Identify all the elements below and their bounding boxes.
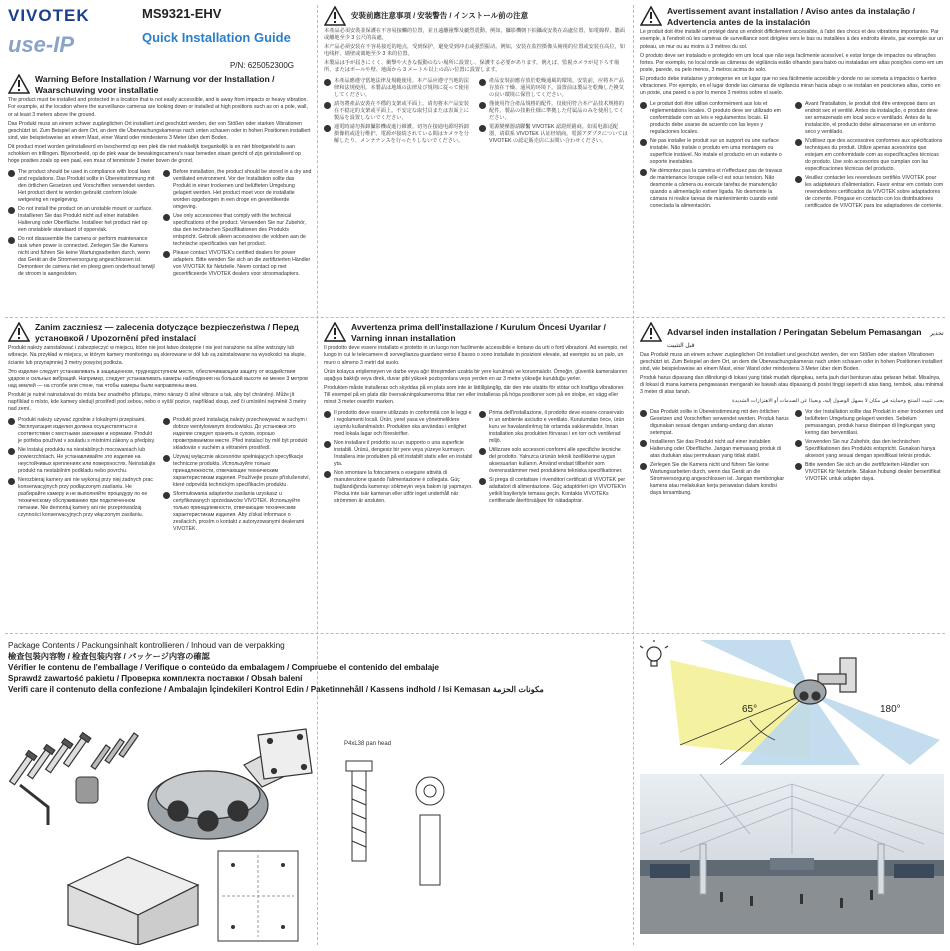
allen-key-illustration	[20, 785, 48, 825]
coverage-diagram	[640, 640, 944, 765]
bullet-icon	[795, 176, 802, 183]
bullet-text: Do not install the product on an unstable mount or surface. Installieren Sie das Produkt nicht auf einer instabilen Halterung oder Oberfläche. Installeer het product niet op een onstabiele standaard of oppervlak.	[18, 205, 153, 233]
bullets-right	[479, 408, 628, 507]
package-line: 檢查包裝內容物 / 检查包装内容 / パッケージ内容の確認	[8, 652, 210, 662]
bullet-text: Używaj wyłącznie akcesoriów spełniających specyfikacje techniczne produktu. Используйте только принадлежности, отвечающие техническим характеристикам изделия. Používejte pouze příslušenství, které odpovídá technickým specifikacím produktu.	[173, 453, 310, 488]
intro-paragraph: Ürün kolayca erişilemeyen ve darbe veya ağır titreşimden uzakta bir yere kurulmalı ve korunmalıdır. Örneğin, güvenlik kameralarının aşağıya baktığı veya direk, duvar gibi yüksek pozisyonlara veya yerden en az 3 metre yükseğe kurulduğu yerler.	[324, 368, 628, 382]
junction-box-illustration	[68, 857, 198, 945]
bullet-text: Verwenden Sie nur Zubehör, das den technischen Spezifikationen des Produkts entspricht. Gunakan hanya aksesori yang sesuai dengan spesifikasi teknis produk.	[805, 439, 936, 460]
bullet-icon	[640, 169, 647, 176]
bullet-text: 電源變壓器請聯繫 VIVOTEK 認證經銷商。如需电源适配器，请联系 VIVOTEK 认证经销商。電源アダプタについては VIVOTEK の認定販売店にお問い合わせください。	[489, 124, 628, 145]
panel-pl	[8, 322, 312, 630]
bullet-text: Non installare il prodotto su un supporto o una superficie instabili. Ürünü, dengesiz bir yere veya yüzeye kurmayın. Installera inte produkten på ett instabilt stativ eller en instabil yta.	[334, 439, 473, 467]
bullet-text: N'utilisez que des accessoires conformes aux spécifications techniques du produit. Utilize apenas acessórios que estejam em conformidade com as especificações técnicas do produto. Use solo accesorios que cumplan con las especificaciones técnicas del producto.	[805, 137, 943, 172]
bullet-icon	[8, 418, 15, 425]
panel-package	[8, 640, 628, 945]
panel-it	[324, 322, 628, 630]
warning-header-ms	[640, 322, 944, 350]
bullets-left	[8, 167, 157, 280]
use-ip-logo: use-IP	[8, 32, 75, 57]
bullet-text: Ne pas installer le produit sur un support ou une surface instable. Não instale o produto em uma montagem ou superfície instável. No instale el producto en un estante o soporte inestables.	[650, 137, 782, 165]
intro-paragraph: Produkt je nutné nainstalovat do místa bez snadného přístupu, mimo nárazy či silné vibrace a tak, aby byl chráněný. Může jít například o místo, kde kamery sledují prostředí pod sebou, nebo o vyšší pozice, například sloup, zeď či umístění nejméně 3 metry nad zemí.	[8, 391, 307, 412]
bracket-illustration	[258, 729, 312, 779]
bullet-text: Non smontare la fotocamera o eseguire attività di manutenzione quando l'alimentazione è collegata. Güç bağlandığında kamerayı sökmeyin veya bakım işi yapmayın. Plocka inte isär kameran eller utför inget underhåll när strömmen är ansluten.	[334, 469, 473, 504]
bullet-text: Nerozbieraj kamery ani nie wykonuj przy niej żadnych prac konserwacyjnych przy podłączonym zasilaniu. Не разбирайте камеру и не выполняйте процедуру по ее техническому обслуживанию при подключенном питании. Nie demontuj kamery ani nie przeprowadzaj czynności konserwacyjnych przy włączonym zasilaniu.	[18, 476, 153, 518]
package-line: Vérifier le contenu de l'emballage / Verifique o conteúdo da embalagem / Compruebe el contenido del embalaje	[8, 663, 439, 673]
screw-anchors-illustration	[8, 733, 138, 786]
bullet-text: Si prega di contattare i rivenditori certificati di VIVOTEK per adattatori di alimentazione. Güç adaptörleri için VIVOTEK'in yetkili bayileriyle temasa geçin. Kontakta VIVOTEKs certifierade återförsäljare för nätadaptrar.	[489, 476, 627, 504]
panel-en	[8, 6, 312, 314]
warning-title: Avvertenza prima dell'installazione / Kurulum Öncesi Uyarılar / Varning innan installation	[351, 322, 606, 343]
bullet-text: 產品安裝前應存放於乾燥通風的環境。安装前，应将本产品存放在干燥、通风的环境下。設置前は製品を乾燥した換気の良い環境に保管してください。	[489, 78, 624, 99]
panel-zh	[324, 6, 628, 314]
bullet-icon	[8, 170, 15, 177]
intro-paragraph: 本產品必須安裝並保護在不容易接觸的位置，並且遠離撞擊及劇烈震動。例如，攝影機朝下拍攝或安裝在高處位置，如電線桿、牆面或離地至少 3 公尺的高處。	[324, 28, 625, 42]
divider-vertical-2	[633, 5, 634, 945]
warning-triangle-icon	[640, 6, 662, 26]
intro-paragraph: Produkt należy zainstalować i zabezpieczyć w miejscu, które nie jest łatwo dostępne i nie jest narażone na silne wstrząsy lub wibracje. Na przykład w miejscu, w którym kamery monitoringu są skierowane w dół lub są zainstalowane na wysokości na słupie, ścianie lub przynajmniej 3 metry powyżej podłoża.	[8, 345, 306, 366]
bullet-icon	[8, 237, 15, 244]
intro-paragraph: O produto deve ser instalado e protegido em um local que não seja facilmente acessível, e estar longe de impactos ou vibrações fortes. Por exemplo, no local onde as câmeras de vigilância estão olhando para baixo ou instaladas em altas posições como em um poste, parede, ou pelo menos, 3 metros acima do solo.	[640, 52, 944, 73]
brand-block	[8, 6, 90, 58]
bullet-icon	[479, 79, 486, 86]
bullet-text: The product should be used in compliance with local laws and regulations. Das Produkt sollte in Übereinstimmung mit den örtlichen Gesetzen und Vorschriften verwendet werden. Het product dient te worden gebruikt conform lokale wetgeving en regelgeving.	[18, 168, 156, 203]
model-name: MS9321-EHV	[142, 6, 222, 21]
intro-text	[324, 345, 628, 405]
bullet-icon	[640, 102, 647, 109]
bullet-text: Prima dell'installazione, il prodotto deve essere conservato in un ambiente asciutto e ventilato. Kurulumdan önce, ürün kuru ve havalandırılmış bir ortamda saklanmalıdır. Innan installation ska produkten förvaras i en torr och ventilerad miljö.	[489, 409, 625, 444]
bullet-text: Installieren Sie das Produkt nicht auf einer instabilen Halterung oder Oberfläche. Jangan memasang produk di atas dudukan atau permukaan yang tidak stabil.	[650, 439, 781, 460]
intro-text	[640, 352, 944, 405]
warning-header-zh	[324, 6, 628, 26]
bullets-right	[163, 415, 312, 535]
intro-paragraph: Le produit doit être installé et protégé dans un endroit difficilement accessible, à l'abri des chocs et des vibrations importantes. Par exemple, à l'endroit où les caméras de surveillance sont dirigées vers le bas ou installées à des endroits élevés, par exemple sur un poteau, un mur ou au moins à 3 mètres du sol.	[640, 29, 943, 50]
bullet-icon	[795, 463, 802, 470]
bullet-icon	[479, 125, 486, 132]
bullets-left	[324, 76, 473, 147]
light-bulb-icon	[640, 640, 668, 666]
bullet-icon	[795, 102, 802, 109]
bullets-right	[479, 76, 628, 147]
bullet-icon	[163, 492, 170, 499]
bullet-text: Do not disassemble the camera or perform maintenance task when power is connected. Zerlegen Sie die Kamera nicht und führen Sie keine Wartungsarbeiten durch, wenn das Gerät an die Stromversorgung angeschlossen ist. Demonteer de camera niet en pleeg geen onderhoud terwijl de stroom is aangesloten.	[18, 235, 155, 277]
bullet-icon	[8, 478, 15, 485]
panel-ms	[640, 322, 944, 630]
bullet-icon	[479, 411, 486, 418]
package-line: Sprawdź zawartość pakietu / Проверка комплекта поставки / Obsah balení	[8, 674, 303, 684]
bullet-text: Before installation, the product should be stored in a dry and ventilated environment. Vor der Installation sollte das Produkt in einer trockenen und belüfteten Umgebung gelagert werden. Het product moet voor de installatie worden opgeborgen in een droge en geventileerde omgeving.	[173, 168, 312, 210]
bullet-text: Avant l'installation, le produit doit être entreposé dans un endroit sec et ventilé. Antes da instalação, o produto deve ser armazenado em local seco e ventilado. Antes de la instalación, el producto debe almacenarse en un entorno seco y ventilado.	[805, 100, 938, 135]
package-line: Verifi care il contenuto della confezione / Ambalajın İçindekileri Kontrol Edin / Paketinnehåll / Kassens indhold / Isi Kemasan مكونات الحزمة	[8, 685, 544, 695]
warning-triangle-icon	[8, 322, 30, 342]
bullet-icon	[163, 170, 170, 177]
bullet-text: Zerlegen Sie die Kamera nicht und führen Sie keine Wartungsarbeiten durch, wenn das Gerät an die Stromversorgung angeschlossen ist. Jangan membongkar kamera atau melakukan kerja perawatan dalam kondisi daya tersambung.	[650, 462, 785, 497]
bullet-icon	[163, 251, 170, 258]
bullet-text: Vor der Installation sollte das Produkt in einer trockenen und belüfteten Umgebung gelagert werden. Sebelum pemasangan, produk harus disimpan di lingkungan yang kering dan berventilasi.	[805, 409, 944, 437]
warning-title: 安裝前應注意事項 / 安装警告 / インストール前の注意	[351, 11, 529, 20]
cable-gland-illustration	[76, 777, 98, 803]
bullet-icon	[8, 448, 15, 455]
package-line: Package Contents / Packungsinhalt kontrollieren / Inhoud van de verpakking	[8, 641, 285, 650]
warning-title: Zanim zaczniesz — zalecenia dotyczące bezpieczeństwa / Перед установкой / Upozornění před instalací	[35, 322, 299, 343]
bullets-left	[8, 415, 157, 535]
bullets-left	[640, 99, 789, 212]
arabic-title: تحذير قبل التثبيت	[667, 331, 944, 349]
intro-text	[640, 29, 944, 96]
bullet-text: Use only accessories that comply with the technical specifications of the product. Verwenden Sie nur Zubehör, das den technischen Spezifikationen des Produkts entspricht. Gebruik alleen accessoires die voldoen aan de technische specificaties van het product.	[173, 212, 306, 247]
bullet-text: Produkt należy używać zgodnie z lokalnymi przepisami. Эксплуатация изделия должна осуществляться в соответствии с местными законами и нормами. Produkt je potřeba používat v souladu s místními zákony a předpisy.	[18, 416, 156, 444]
warning-header-fr	[640, 6, 944, 27]
angle-label: 65°	[742, 704, 758, 715]
intro-paragraph: Dit product moet worden geïnstalleerd en beschermd op een plek die niet makkelijk toegankelijk is en niet blootgesteld is aan schokken en trillingen. Bijvoorbeeld, op de plek waar de bewakingscamera's naar beneden staan gericht of zijn geïnstalleerd op hoge posities zoals op een paal, een muur of tenminste 3 meter boven de grond.	[8, 143, 301, 164]
bullet-text: Utilizzare solo accessori conformi alle specifiche tecniche del prodotto. Yalnızca ürünün teknik özelliklerine uygun aksesuarları kullanın. Använd endast tillbehör som överensstämmer med produktens tekniska specifikationer.	[489, 446, 623, 474]
bullet-icon	[479, 478, 486, 485]
bullets-left	[324, 408, 473, 507]
bullet-icon	[640, 139, 647, 146]
warning-triangle-icon	[324, 322, 346, 342]
bullet-text: 通電時請勿拆卸攝影機或進行維護。切勿在接通电源时拆卸摄像机或进行维护。電源が接続されている間はカメラを分解したり、メンテナンスを行ったりしないでください。	[334, 124, 469, 145]
span-label: 180°	[880, 704, 901, 715]
bullet-icon	[479, 102, 486, 109]
bullet-text: Le produit doit être utilisé conformément aux lois et réglementations locales. O produto deve ser utilizado em conformidade com as leis e regulamentos locais. El producto debe usarse de acuerdo con las leyes y regulaciones locales.	[650, 100, 781, 135]
warning-header-it	[324, 322, 628, 343]
camera-mounted-illustration	[794, 658, 856, 704]
bullets-right	[795, 407, 944, 499]
warning-title: Advarsel inden installation / Peringatan Sebelum Pemasangan تحذير قبل التثبيت	[667, 327, 944, 349]
screw-dimension-illustration	[346, 761, 444, 885]
bullet-icon	[8, 207, 15, 214]
bullet-icon	[324, 125, 331, 132]
brand-logo: VIVOTEK	[8, 6, 90, 25]
bullet-text: Nie instaluj produktu na niestabilnych mocowaniach lub powierzchniach. Не устанавливайте это изделие на неустойчивых креплениях или поверхностях. Neinstalujte produkt na nestabilním podkladu nebo povrchu.	[18, 446, 156, 474]
panel-fr	[640, 6, 944, 314]
part-number: P/N: 625052300G	[229, 61, 294, 70]
package-contents-illustration	[8, 725, 628, 945]
bullets-right	[163, 167, 312, 280]
bullet-text: Please contact VIVOTEK's certified dealers for power adapters. Bitte wenden Sie sich an die zertifizierten Händler von VIVOTEK für Netzteile. Neem contact op met gecertificeerde VIVOTEK dealers voor stroomadapters.	[173, 249, 311, 277]
bullet-text: Produkt przed instalacją należy przechowywać w suchym i dobrze wentylowanym środowisku. До установки это изделие следует хранить в сухом, хорошо проветриваемом месте. Před instalací by měl být produkt skladován v suchém a větraném prostředí.	[173, 416, 308, 451]
bullet-text: Sformułowania adapterów zasilania uzyskasz u certyfikowanych sprzedawców VIVOTEK. Используйте только принадлежности, отвечающие техническим характеристикам изделия. Aby získat informace o zesilacích, prosím o kontakt z autoryzowanymi dealerami VIVOTEK.	[173, 490, 305, 532]
warning-header-pl	[8, 322, 312, 343]
bullet-icon	[163, 455, 170, 462]
bullet-icon	[640, 410, 647, 417]
warning-header-en	[8, 74, 312, 95]
intro-paragraph: Produkten måste installeras och skyddas på en plats som inte är lättillgänglig, där den inte utsätts för stötar och kraftiga vibrationer. Till exempel på en plats där övervakningskamerorna tittar ner eller installeras på höga positioner som på en stolpe, en vägg eller minst 3 meter ovanför marken.	[324, 384, 625, 405]
bullet-icon	[640, 463, 647, 470]
terminal-photo	[640, 774, 944, 934]
intro-paragraph: The product must be installed and protected in a location that is not easily accessible, and is away from impacts or heavy vibration. For example, at the location where the surveillance cameras are looking down or installed at high positions such as on a pole, wall, or at least 3 meters above the ground.	[8, 97, 308, 118]
intro-paragraph: Il prodotto deve essere installato e protetto in un luogo non facilmente accessibile e lontano da urti o forti vibrazioni. Ad esempio, nel luogo in cui le telecamere di sorveglianza guardano verso il basso o sono installate in posizioni elevate, ad esempio su un palo, un muro o almeno 3 metri dal suolo.	[324, 345, 628, 366]
intro-paragraph: 本产品必须安装在不容易接近的地点，受到保护，避免受到冲击或强烈振动。例如，安装在监控摄像头俯视的位置或安装在高位，如电线杆、墙壁或离地至少 3 米的位置。	[324, 44, 625, 58]
bullet-text: 請勿將產品安裝在不穩的支架或平面上。请勿将本产品安装在不稳定的支架或平面上。不安定な取付具または表面上に製品を設置しないでください。	[334, 101, 469, 122]
title-block	[142, 6, 312, 70]
bullet-icon	[324, 441, 331, 448]
bullet-icon	[324, 471, 331, 478]
bullet-text: Veuillez contacter les revendeurs certifiés VIVOTEK pour les adaptateurs d'alimentation. Favor entrar em contato com revendedores certificados da VIVOTEK sobre adaptadores de corrente. Póngase en contacto con los distribuidores certificados de VIVOTEK para los adaptadores de corriente.	[805, 174, 944, 209]
intro-text	[324, 28, 628, 74]
divider-horizontal-1	[5, 317, 945, 318]
panel-coverage	[640, 640, 944, 945]
warning-title: Avertissement avant installation / Aviso antes da instalação / Advertencia antes de la instalación	[667, 6, 915, 27]
package-title	[8, 640, 628, 695]
intro-paragraph: El producto debe instalarse y protegerse en un lugar que no sea fácilmente accesible y donde no se someta a impactos o fuertes vibraciones. Por ejemplo, en el lugar donde las cámaras de vigilancia miran hacia abajo o se instalan en posiciones altas, como en un poste, una pared o a por lo menos 3 metros sobre el suelo.	[640, 75, 941, 96]
intro-text	[8, 345, 312, 412]
bullet-text: Il prodotto deve essere utilizzato in conformità con le leggi e i regolamenti locali. Ürün, yerel yasa ve yönetmeliklere uyumlu kullanılmalıdır. Produkten ska användas i enlighet med lokala lagar och föreskrifter.	[334, 409, 472, 437]
intro-text	[8, 97, 312, 164]
warning-triangle-icon	[324, 6, 346, 26]
bullet-icon	[795, 139, 802, 146]
bullet-icon	[163, 418, 170, 425]
warning-title: Warning Before Installation / Warnung vor der Installation / Waarschuwing voor installatie	[35, 74, 275, 95]
bullet-text: 僅使用符合產品規格的配件。仅使用符合本产品技术规格的配件。製品の技術仕様に準拠した付属品のみを使用してください。	[489, 101, 624, 122]
bullets-right	[795, 99, 944, 212]
screw-label: P4xL38 pan head	[344, 741, 392, 747]
mounting-template-illustration	[218, 851, 298, 941]
warning-triangle-icon	[8, 74, 30, 94]
bullet-icon	[163, 214, 170, 221]
bullet-icon	[324, 411, 331, 418]
divider-horizontal-2	[5, 633, 945, 634]
intro-paragraph: Produk harus dipasang dan dilindungi di lokasi yang tidak mudah dijangkau, serta jauh dari benturan atau getaran hebat. Misalnya, di lokasi di mana kamera pengawasan mengarah ke bawah atau dipasang di posisi tinggi seperti di atas tiang, tembok, atau minimal 3 meter di atas tanah.	[640, 375, 944, 396]
bullet-text: Bitte wenden Sie sich an die zertifizierten Händler von VIVOTEK für Netzteile. Silakan hubungi dealer bersertifikat VIVOTEK untuk adapter daya.	[805, 462, 941, 483]
bullet-icon	[795, 440, 802, 447]
bullet-icon	[479, 448, 486, 455]
bullet-icon	[324, 102, 331, 109]
intro-paragraph: يجب تثبيت المنتج وحمايته في مكان لا يسهل الوصول إليه، وبعيدًا عن الصدمات أو الاهتزازات الشديدة	[732, 398, 944, 405]
bullet-text: 本產品應遵守當地法律及規範使用。本产品应遵守当地的法律和法规使用。本製品は地域の法律及び規則に従って使用してください。	[334, 78, 469, 99]
intro-paragraph: 本製品は手が届きにくく、衝撃や大きな振動のない場所に設置し、保護する必要があります。例えば、監視カメラが見下ろす場所、またはポールや壁、地面から 3 メートル以上の高い位置に設置します。	[324, 60, 620, 74]
intro-paragraph: Это изделие следует устанавливать в защищенном, труднодоступном месте, обеспечивающем защиту от воздействия ударов и сильных вибраций. Например, следует устанавливать камеры наблюдения на большой высоте не менее 3 метров над землей — на столбе или стене, так чтобы камеры были направлены вниз.	[8, 368, 308, 389]
guide-title: Quick Installation Guide	[142, 30, 291, 45]
bullet-text: Das Produkt sollte in Übereinstimmung mit den örtlichen Gesetzen und Vorschriften verwendet werden. Produk harus digunakan sesuai dengan undang-undang dan aturan setempat.	[650, 409, 789, 437]
intro-paragraph: Das Produkt muss an einem schwer zugänglichen Ort installiert und geschützt werden, der von Stößen oder starken Vibrationen geschützt ist. Zum Beispiel an dem Ort, an dem die Überwachungskameras nach unten schauen oder in hohen Positionen installiert sind, wie beispielsweise an einem Mast, einer Wand oder mindestens 3 Meter über dem Boden.	[8, 120, 311, 141]
intro-paragraph: Das Produkt muss an einem schwer zugänglichen Ort installiert und geschützt werden, der von Stößen oder starken Vibrationen geschützt ist. Zum Beispiel an dem Ort, an dem die Überwachungskameras nach unten schauen oder in hohen Positionen installiert sind, wie beispielsweise an einem Mast, einer Wand oder mindestens 3 Meter über dem Boden.	[640, 352, 943, 373]
bullets-left	[640, 407, 789, 499]
warning-triangle-icon	[640, 322, 662, 342]
bullet-icon	[324, 79, 331, 86]
bullet-icon	[795, 410, 802, 417]
bullet-text: Ne démontez pas la caméra et n'effectuez pas de travaux de maintenance lorsque celle-ci est sous tension. Não desmonte a câmera ou execute tarefas de manutenção quando a alimentação estiver ligada. No desmonte la cámara ni realice tareas de mantenimiento cuando esté conectada la alimentación.	[650, 167, 783, 209]
bullet-icon	[640, 440, 647, 447]
